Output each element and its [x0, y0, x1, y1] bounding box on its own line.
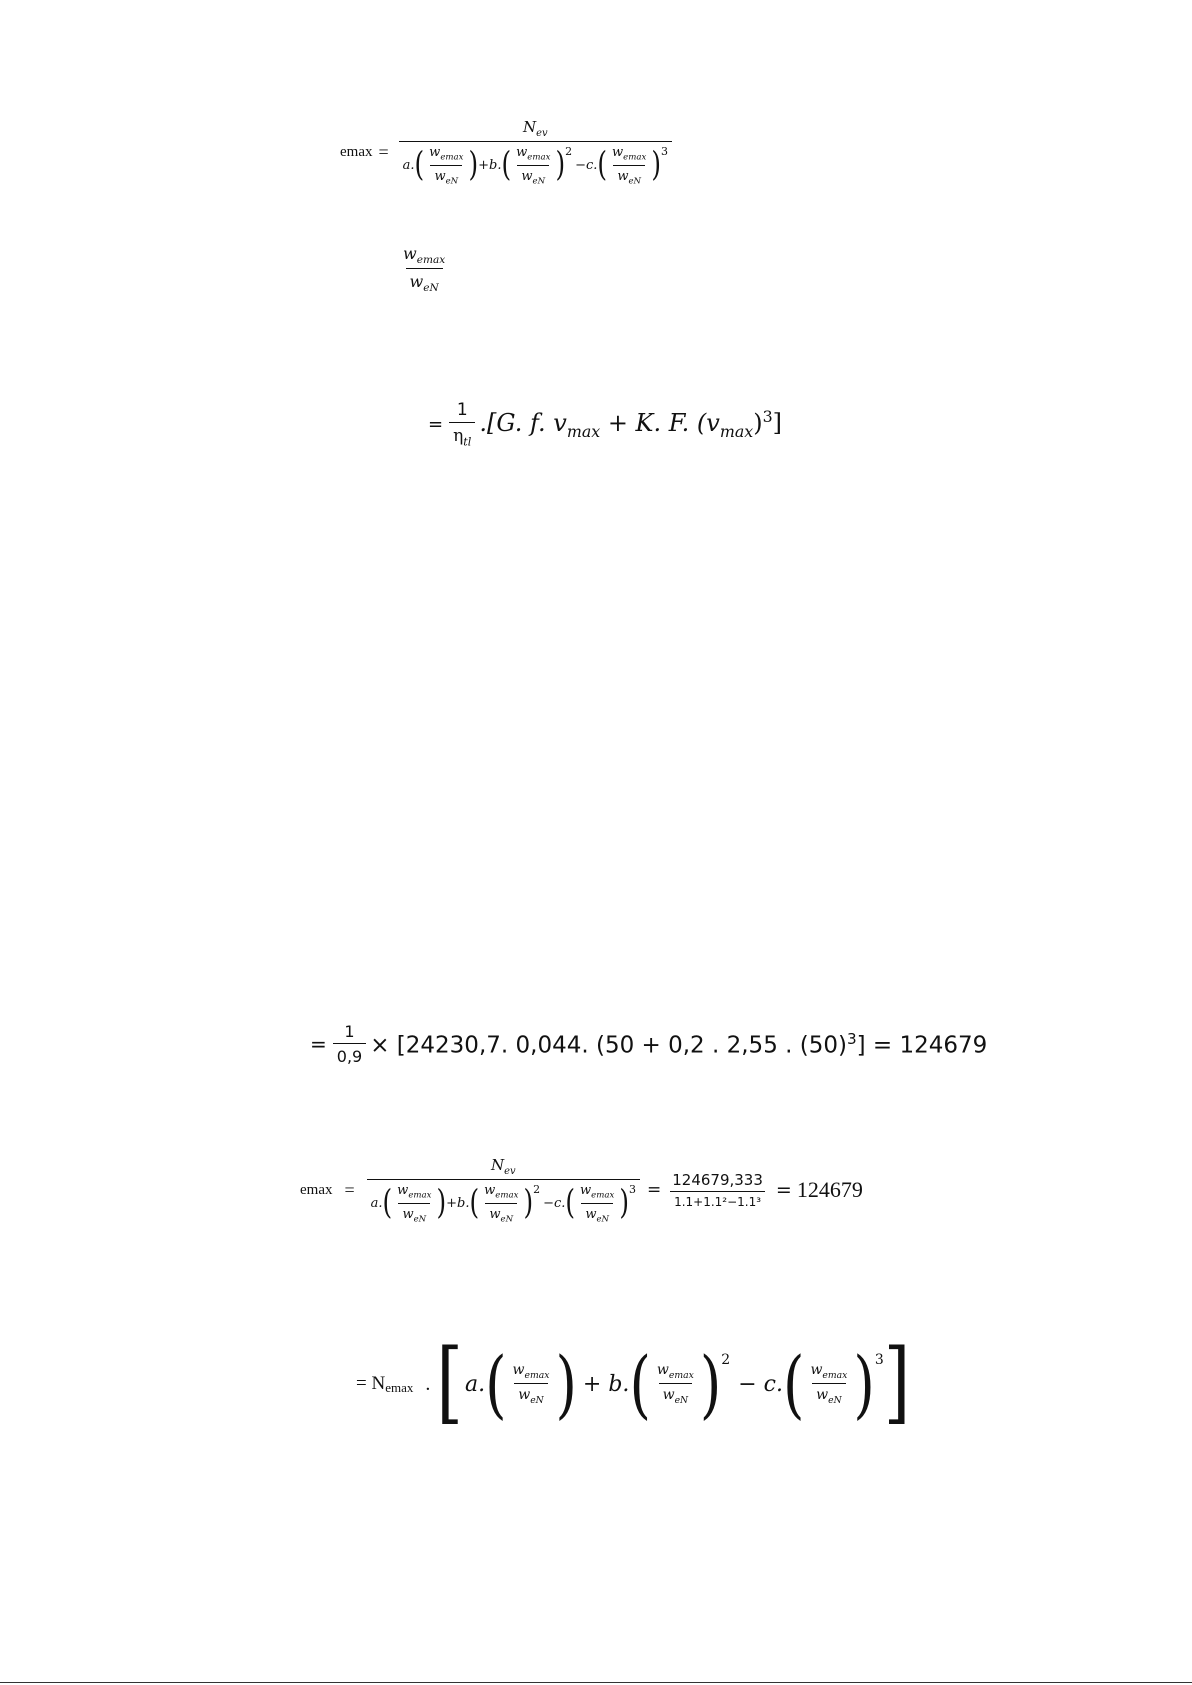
efficiency-fraction: $\frac{1}{\eta_{tl}}$ — [449, 400, 475, 448]
ratio-term-c: ( $\frac{w_{emax}}{w_{eN}}$ ) 3 — [597, 144, 668, 187]
emax-label: emax — [300, 1181, 333, 1198]
fraction-denominator: a. ( $\frac{w_{emax}}{w_{eN}}$ ) +b. ( $\frac{w_{emax}}{w_{eN}}$ ) 2 −c. ( $\frac{w_{emax}}{w_{eN}}$ ) 3 — [399, 141, 672, 186]
equals-sign: = — [344, 1179, 355, 1200]
ratio-term-b: ( $\frac{w_{emax}}{w_{eN}}$ ) 2 — [501, 144, 573, 187]
power-expression: .[G. f. $v_{max} + K$. F. $(v_{max})^3$] — [479, 407, 783, 442]
equation-power-demand: = $\frac{1}{\eta_{tl}}$ .[G. f. $v_{max} + K$. F. $(v_{max})^3$] — [428, 400, 783, 449]
emax-fraction — [399, 118, 672, 186]
equation-power-from-nemax: = N emax . [ a. ( $\frac{w_{emax}}{w_{eN}}$ ) + b. ( $\frac{w_{emax}}{w_{eN}}$ ) 2 − c. ( $\frac{w_{emax}}{w_{eN}}$ ) 3 ] — [356, 1331, 911, 1435]
numeric-expression: × [24230,7. 0,044. (50 + 0,2 . 2,55 . $(50)^3] = 124679$ — [370, 1029, 988, 1059]
result-value: 124679 — [796, 1177, 863, 1203]
emax-fraction: $N_{ev}$ a. ( $\frac{w_{emax}}{w_{eN}}$ ) +b. ( $\frac{w_{emax}}{w_{eN}}$ ) 2 −c. ( $\frac{w_{emax}}{w_{eN}}$ ) 3 — [367, 1156, 640, 1224]
efficiency-value-fraction: $\frac{1}{0,9}$ — [333, 1022, 366, 1066]
left-bracket: [ — [436, 1331, 463, 1435]
numeric-value-fraction: $\frac{124679,333}{\text{1.1+1.1²−1.1³}}$ — [668, 1171, 767, 1209]
equation-emax-numeric: emax = $N_{ev}$ a. ( $\frac{w_{emax}}{w_{eN}}$ ) +b. ( $\frac{w_{emax}}{w_{eN}}$ ) 2 −c. ( $\frac{w_{emax}}{w_{eN}}$ ) 3 = $\frac{124679,333}{\text{1.1+1.1²−1.1³}}$ = 124679 — [300, 1156, 863, 1225]
fraction-numerator: $N_{ev}$ — [523, 118, 548, 139]
equation-power-numeric: = $\frac{1}{0,9}$ × [24230,7. 0,044. (50 + 0,2 . 2,55 . $(50)^3] = 124679$ — [310, 1022, 988, 1066]
equals-sign: = — [378, 141, 389, 162]
speed-ratio-fraction: $\frac{w_{emax}}{w_{eN}}$ — [403, 244, 446, 295]
ratio-term-a: ( $\frac{w_{emax}}{w_{eN}}$ ) — [414, 144, 479, 187]
right-bracket: ] — [883, 1331, 911, 1435]
equation-speed-ratio — [395, 244, 453, 294]
equation-emax-definition — [340, 118, 676, 186]
emax-label: emax — [340, 143, 373, 160]
page-bottom-rule — [0, 1682, 1192, 1683]
